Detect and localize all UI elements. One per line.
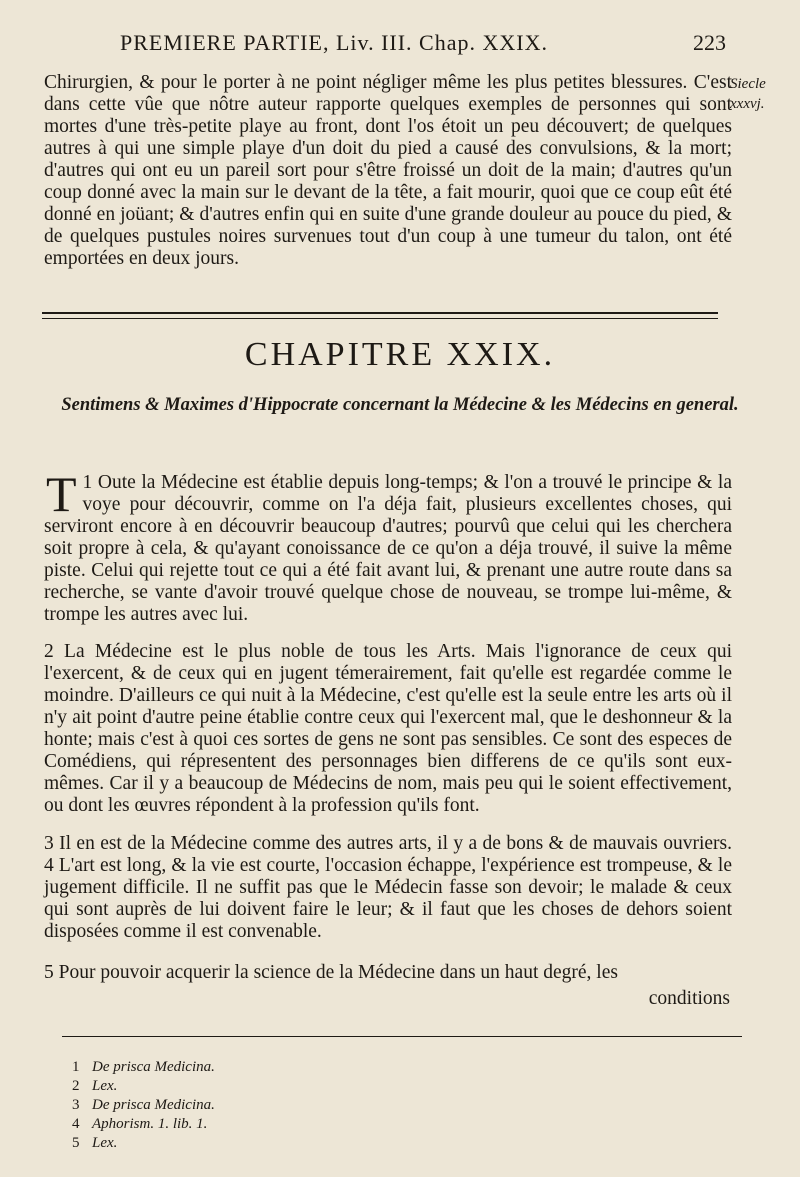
paragraph-text: L'art est long, & la vie est courte, l'occasion échappe, l'expérience est trompeuse, & le jugement difficile. Il ne suffit pas que le Médecin fasse son devoir; le malade & ceux qui sont auprès de lui doivent faire le leur; & il faut que les choses de dehors soient disposées comme il est convenable. bbox=[44, 855, 733, 942]
running-head: PREMIERE PARTIE, Liv. III. Chap. XXIX. bbox=[120, 30, 548, 55]
chapter-divider bbox=[42, 312, 718, 319]
footnote-number: 5 bbox=[72, 1135, 80, 1151]
paragraph-number: 1 bbox=[82, 472, 93, 493]
paragraph-text: La Médecine est le plus noble de tous les Arts. Mais l'ignorance de ceux qui l'exercent, & de ceux qui en jugent témerairement, fait qu'elle est regardée comme le moindre. D'ailleurs ce qui nuit à la Médecine, c'est qu'elle est la seule entre les arts où il n'y ait point d'autre peine établie contre ceux qui l'exercent mal, que le deshonneur & la honte; mais c'est à quoi ces sortes de gens ne sont pas sensibles. Ce sont des especes de Comédiens, qui répresentent des personnages bien differens de ce qu'ils sont eux-mêmes. Car il y a beaucoup de Médecins de nom, mais peu qui le soient effectivement, ou dont les œuvres répondent à la profession qu'ils font. bbox=[44, 641, 733, 816]
intro-paragraph: Chirurgien, & pour le porter à ne point négliger même les plus petites blessures. C'est dans cette vûe que nôtre auteur rapporte quelques exemples de personnes qui sont mortes d'une très-petite playe au front, dont l'os étoit un peu découvert; de quelques autres à qui une simple playe d'un doit du pied a causé des convulsions, & la mort; d'autres qui ont eu un pareil sort pour s'être froissé un doit de la main; d'autres qu'un coup donné avec la main sur le devant de la tête, a fait mourir, quoi que ce coup eût été donné en joüant; & d'autres enfin qui en suite d'une grande douleur au pouce du pied, & de quelques pustules noires survenues tout d'un coup à une tumeur du talon, ont été emportées en deux jours. bbox=[44, 72, 732, 269]
footnote-number: 1 bbox=[72, 1059, 80, 1075]
footnote-number: 3 bbox=[72, 1097, 80, 1113]
footnote-number: 4 bbox=[72, 1116, 80, 1132]
page-number: 223 bbox=[693, 30, 726, 55]
paragraph-text: Pour pouvoir acquerir la science de la Médecine dans un haut degré, les bbox=[58, 962, 618, 983]
paragraph-text: Il en est de la Médecine comme des autres arts, il y a de bons & de mauvais ouvriers. bbox=[59, 833, 732, 854]
footnote-text: De prisca Medicina. bbox=[92, 1059, 215, 1075]
footnotes bbox=[72, 1058, 215, 1153]
chapter-title: CHAPITRE XXIX. bbox=[244, 336, 556, 373]
footnote-text: Lex. bbox=[92, 1135, 118, 1151]
chapter-subtitle: Sentimens & Maximes d'Hippocrate concernant la Médecine & les Médecins en general. bbox=[61, 395, 739, 415]
footnote bbox=[72, 1115, 215, 1134]
paragraph-text: Oute la Médecine est établie depuis long-temps; & l'on a trouvé le principe & la voye pour découvrir, comme on l'a déja fait, plusieurs excellentes choses, qui serviront encore à en découvrir beaucoup d'autres; pourvû que celui qui les cherchera soit propre à cela, & qu'ayant conoissance de ce qu'on a déja trouvé, il suive la même piste. Celui qui rejette tout ce qui a été fait avant lui, & prenant une autre route dans sa recherche, se vante d'avoir trouvé quelque chose de nouveau, se trompe lui-même, & trompe les autres avec lui. bbox=[44, 472, 733, 625]
footnote-text: De prisca Medicina. bbox=[92, 1097, 215, 1113]
footnote bbox=[72, 1077, 215, 1096]
catchword: conditions bbox=[648, 988, 730, 1009]
footnote-text: Lex. bbox=[92, 1078, 118, 1094]
footnote-rule bbox=[62, 1036, 742, 1037]
paragraph-number: 4 bbox=[44, 855, 54, 876]
footnote bbox=[72, 1096, 215, 1115]
drop-cap: T bbox=[46, 466, 77, 522]
paragraph-number: 3 bbox=[44, 833, 54, 854]
margin-note: Siecle xxxvj. bbox=[730, 76, 766, 112]
paragraph-number: 2 bbox=[44, 641, 54, 662]
paragraph-1 bbox=[44, 466, 733, 626]
footnote bbox=[72, 1058, 215, 1077]
footnote bbox=[72, 1134, 215, 1153]
paragraph-5 bbox=[44, 962, 732, 984]
footnote-number: 2 bbox=[72, 1078, 80, 1094]
page-header bbox=[70, 30, 730, 64]
paragraph-3 bbox=[44, 833, 732, 943]
paragraph-number: 5 bbox=[44, 962, 54, 983]
paragraph-2 bbox=[44, 641, 732, 817]
footnote-text: Aphorism. 1. lib. 1. bbox=[92, 1116, 208, 1132]
